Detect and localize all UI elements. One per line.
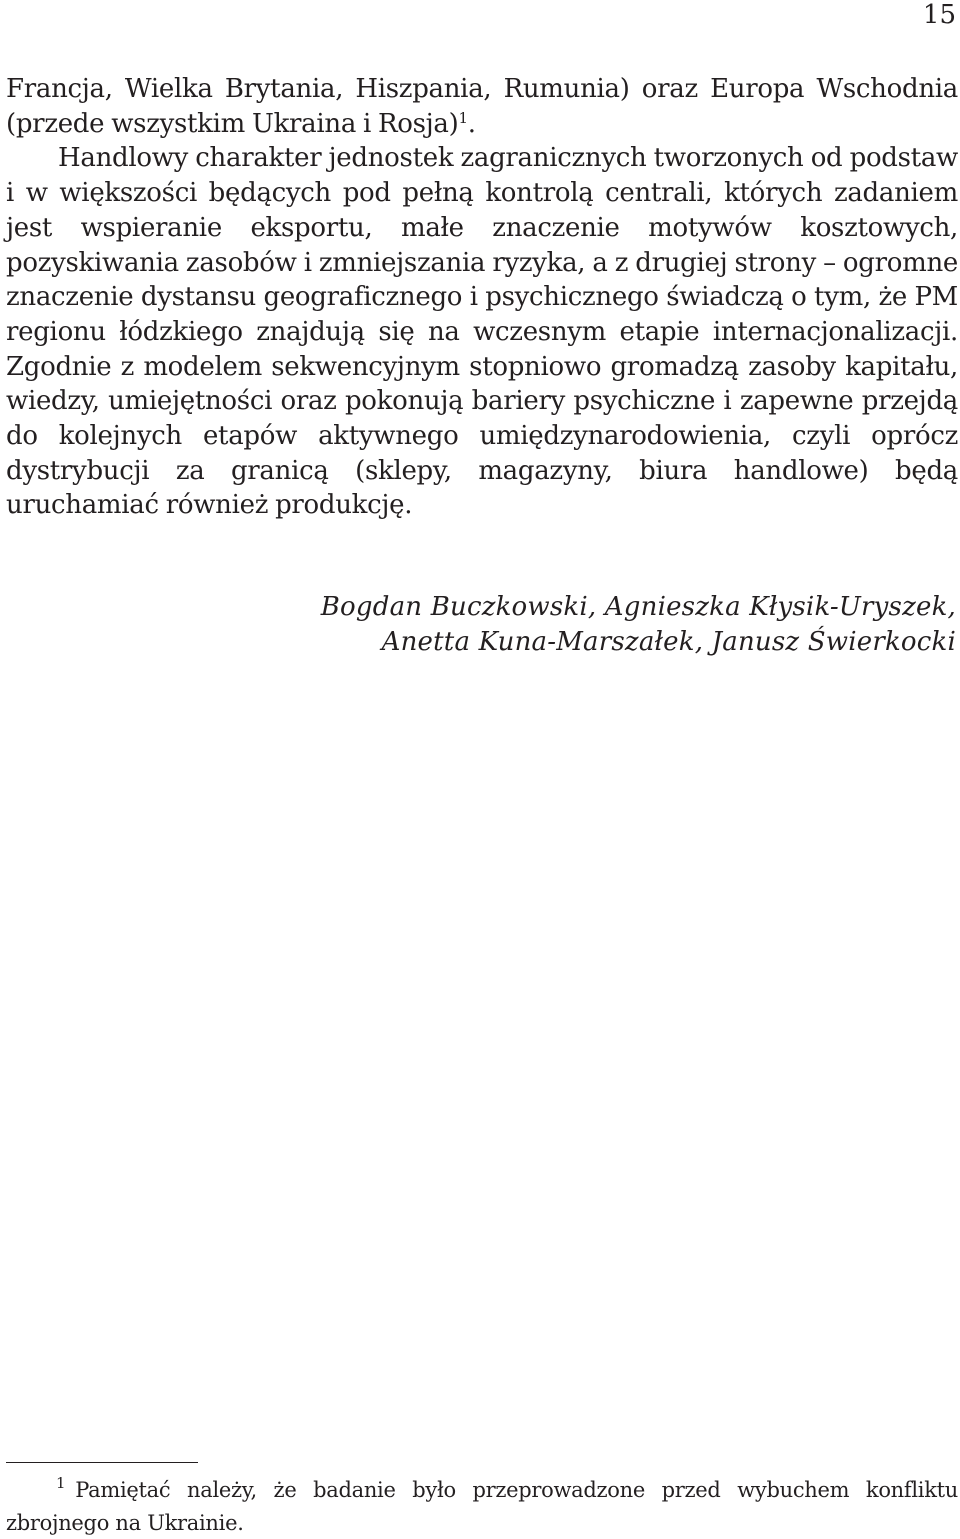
page-number: 15 (922, 0, 956, 30)
body-text (6, 72, 958, 523)
footnote (6, 1475, 958, 1539)
signature-line-1: Bogdan Buczkowski, Agnieszka Kłysik-Uryszek, (320, 592, 956, 622)
paragraph-1 (6, 72, 958, 141)
footnote-text: Pamiętać należy, że badanie było przeprowadzone przed wybuchem konfliktu zbrojnego na Ukrainie. (6, 1478, 958, 1535)
signature-line-2: Anetta Kuna-Marszałek, Janusz Świerkocki (381, 626, 956, 657)
paragraph-1-text: Francja, Wielka Brytania, Hiszpania, Rumunia) oraz Europa Wschodnia (przede wszystkim Ukraina i Rosja) (6, 74, 958, 139)
author-signature (321, 590, 956, 659)
footnote-marker: 1 (56, 1474, 66, 1492)
paragraph-1-end: . (467, 108, 476, 139)
footnote-separator (6, 1462, 198, 1463)
paragraph-2: Handlowy charakter jednostek zagranicznych tworzonych od podstaw i w większości będących pod pełną kontrolą centrali, których zadaniem jest wspieranie eksportu, małe znaczenie motywów kosztowych, pozyskiwania zasobów i zmniejszania ryzyka, a z drugiej strony – ogromne znaczenie dystansu geograficznego i psychicznego świadczą o tym, że PM regionu łódzkiego znajdują się na wczesnym etapie internacjonalizacji. Zgodnie z modelem sekwencyjnym stopniowo gromadzą zasoby kapitału, wiedzy, umiejętności oraz pokonują bariery psychiczne i zapewne przejdą do kolejnych etapów aktywnego umiędzynarodowienia, czyli oprócz dystrybucji za granicą (sklepy, magazyny, biura handlowe) będą uruchamiać również produkcję. (6, 143, 958, 521)
footnote-reference[interactable]: 1 (458, 108, 468, 127)
